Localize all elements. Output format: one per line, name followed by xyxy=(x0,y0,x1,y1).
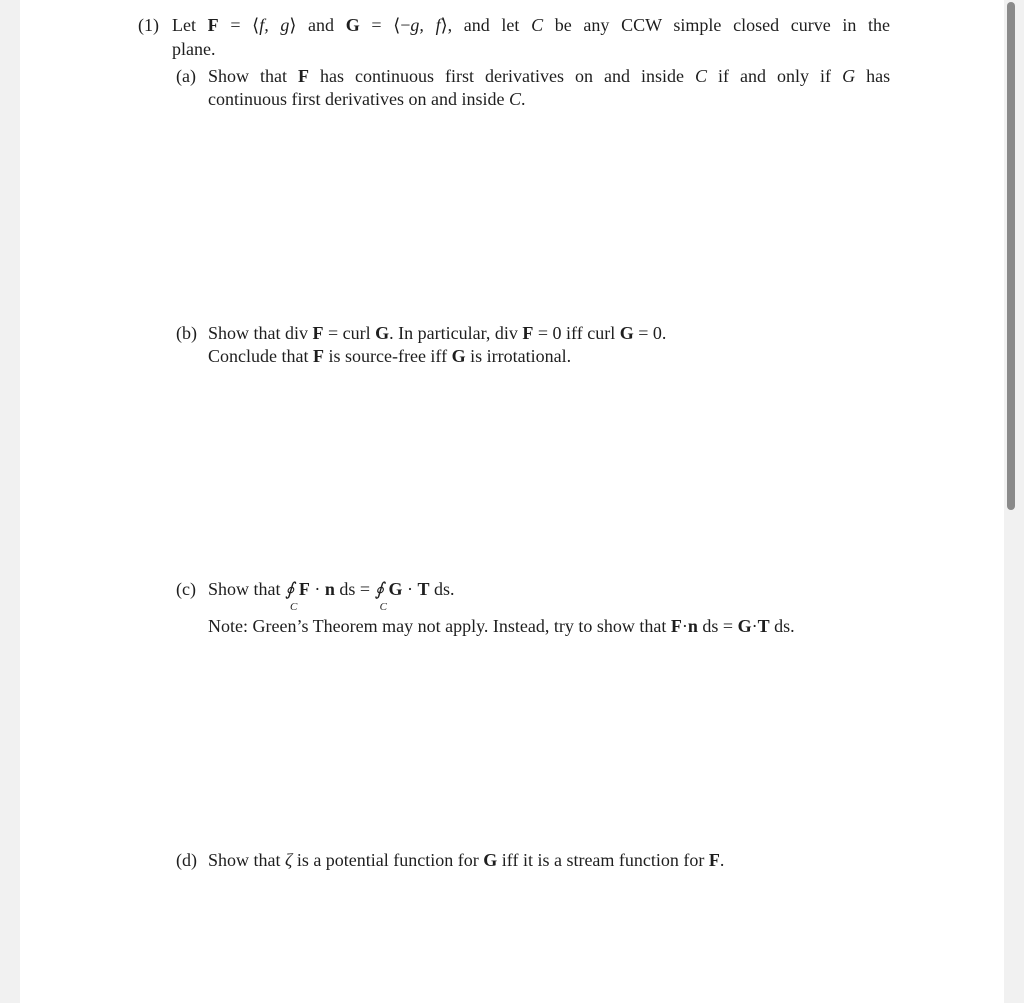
part-c-note: Note: Green’s Theorem may not apply. Instead, try to show that F·n ds = G·T ds. xyxy=(208,616,795,636)
part-a-line1: Show that F has continuous first derivatives on and inside C if and only if G has xyxy=(208,66,891,86)
part-c-label: (c) xyxy=(176,579,196,599)
part-b-line2: Conclude that F is source-free iff G is irrotational. xyxy=(208,346,572,366)
contour-integral-1: ∮ C xyxy=(285,579,298,613)
problem-number: (1) xyxy=(138,15,159,35)
part-c-line1: Show that ∮ C F · n ds = ∮ C G · T ds. xyxy=(208,579,455,613)
part-d-line1: Show that ζ is a potential function for G iff it is a stream function for F. xyxy=(208,850,725,870)
problem-intro-line2: plane. xyxy=(172,39,216,59)
part-a-label: (a) xyxy=(176,66,196,86)
part-b-line1: Show that div F = curl G. In particular, div F = 0 iff curl G = 0. xyxy=(208,323,667,343)
scrollbar-thumb[interactable] xyxy=(1007,2,1015,510)
part-b-label: (b) xyxy=(176,323,197,343)
part-d-label: (d) xyxy=(176,850,197,870)
problem-intro-line1: Let F = ⟨f, g⟩ and G = ⟨−g, f⟩, and let C be any CCW simple closed curve in the xyxy=(172,15,891,35)
scrollbar[interactable] xyxy=(1006,0,1016,1003)
part-a-line2: continuous first derivatives on and inside C. xyxy=(208,89,526,109)
contour-integral-2: ∮ C xyxy=(374,579,387,613)
